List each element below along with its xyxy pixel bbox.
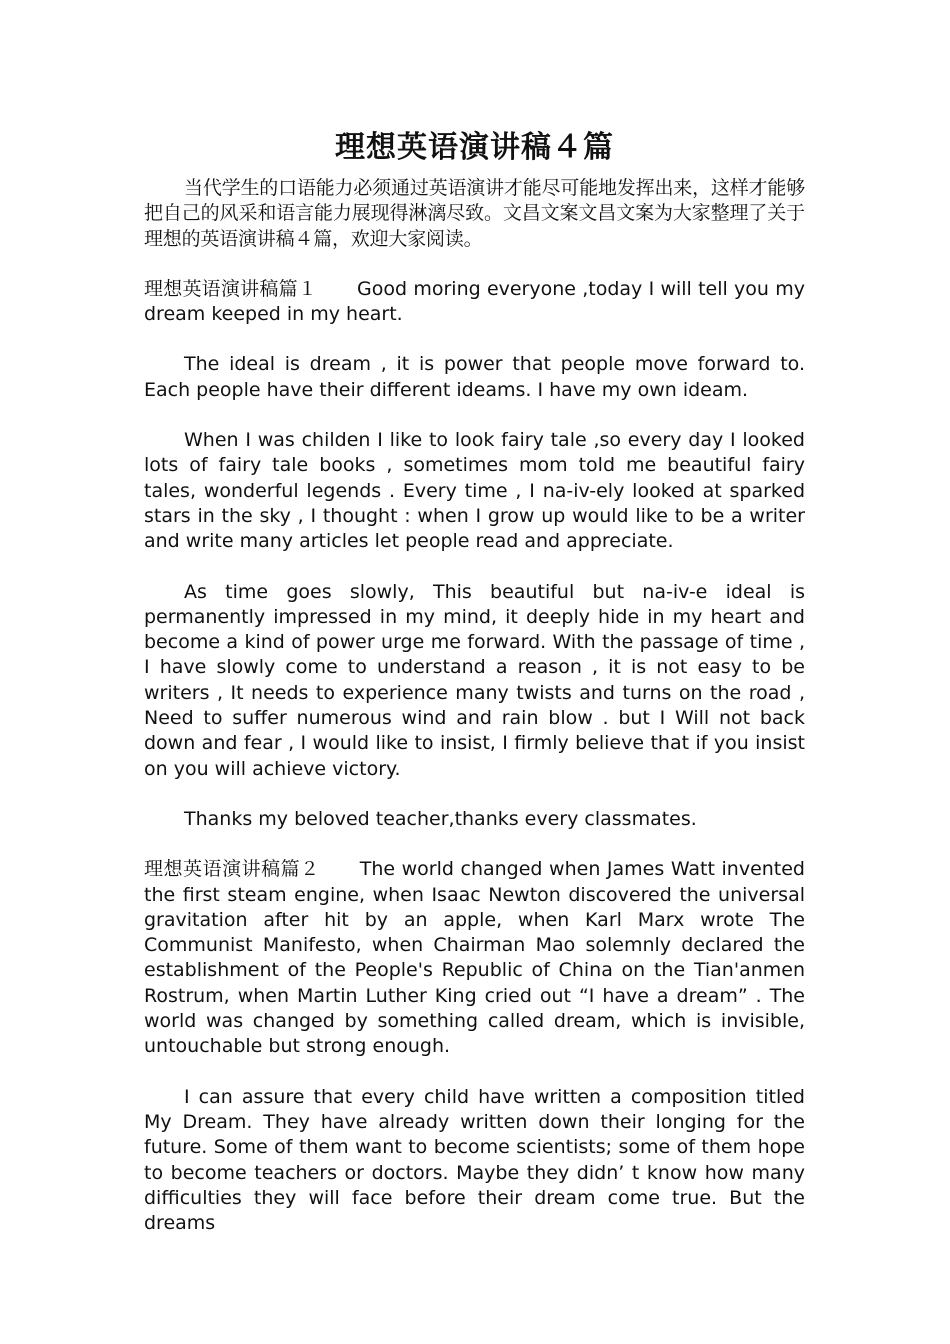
document-page bbox=[144, 128, 805, 1236]
page-title: 理想英语演讲稿４篇 bbox=[335, 130, 614, 165]
section-1-lead-text: Good moring everyone ,today I will tell you my dream keeped in my heart. bbox=[144, 277, 805, 326]
section-1-paragraph: When I was childen I like to look fairy tale ,so every day I looked lots of fairy tale books , sometimes mom told me beautiful fairy tales, wonderful legends . Every time , I na-iv-ely looked at sparked stars in the sky , I thought : when I grow up would like to be a writer and write many articles let people read and appreciate. bbox=[144, 429, 805, 553]
section-1-closing: Thanks my beloved teacher,thanks every classmates. bbox=[184, 807, 697, 830]
section-2-label: 理想英语演讲稿篇２ bbox=[144, 858, 320, 881]
section-1-opening bbox=[144, 277, 805, 328]
section-1-label: 理想英语演讲稿篇１ bbox=[144, 277, 318, 300]
section-2-opening bbox=[144, 857, 805, 1059]
section-1-paragraph: The ideal is dream , it is power that people move forward to. Each people have their different ideams. I have my own ideam. bbox=[144, 353, 805, 401]
section-1-paragraph: As time goes slowly, This beautiful but na-iv-e ideal is permanently impressed in my mind, it deeply hide in my heart and become a kind of power urge me forward. With the passage of time , I have slowly come to understand a reason , it is not easy to be writers , It needs to experience many twists and turns on the road , Need to suffer numerous wind and rain blow . but I Will not back down and fear , I would like to insist, I firmly believe that if you insist on you will achieve victory. bbox=[144, 580, 805, 780]
intro-paragraph: 当代学生的口语能力必须通过英语演讲才能尽可能地发挥出来，这样才能够把自己的风采和语言能力展现得淋漓尽致。文昌文案文昌文案为大家整理了关于理想的英语演讲稿４篇，欢迎大家阅读。 bbox=[144, 177, 805, 250]
section-2-paragraph: I can assure that every child have written a composition titled My Dream. They have already written down their longing for the future. Some of them want to become scientists; some of them hope to become teachers or doctors. Maybe they didn’ t know how many difficulties they will face before their dream come true. But the dreams bbox=[144, 1085, 805, 1235]
section-2-lead-text: The world changed when James Watt invented the first steam engine, when Isaac Newton discovered the universal gravitation after hit by an apple, when Karl Marx wrote The Communist Manifesto, when Chairman Mao solemnly declared the establishment of the People's Republic of China on the Tian'anmen Rostrum, when Martin Luther King cried out “I have a dream” . The world was changed by something called dream, which is invisible, untouchable but strong enough. bbox=[144, 858, 805, 1058]
